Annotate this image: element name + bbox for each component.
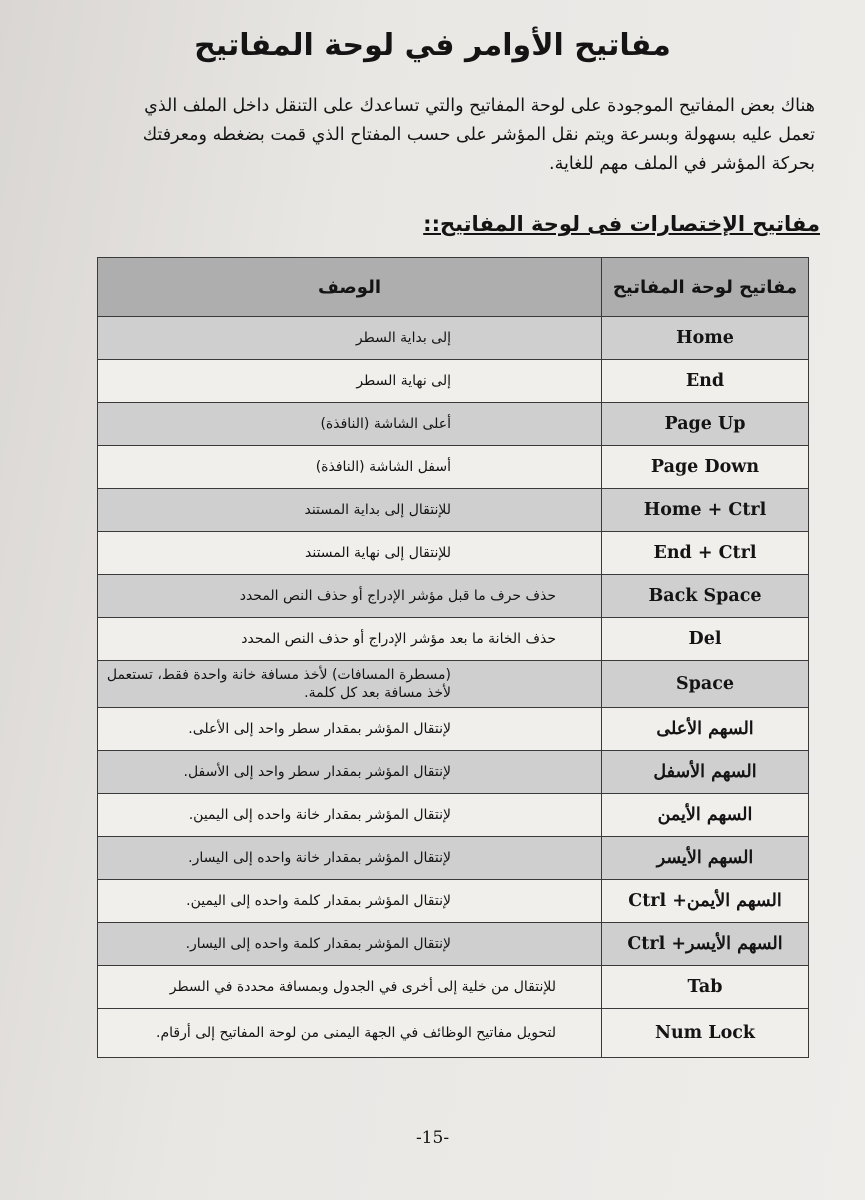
table-row	[98, 446, 809, 489]
desc-cell: لإنتقال المؤشر بمقدار سطر واحد إلى الأعلى.	[98, 708, 602, 751]
key-cell: Page Down	[602, 446, 809, 489]
key-cell: السهم الأعلى	[602, 708, 809, 751]
desc-cell: للإنتقال إلى نهاية المستند	[98, 532, 602, 575]
shortcuts-table	[97, 257, 809, 1058]
section-subtitle: مفاتيح الإختصارات فى لوحة المفاتيح::	[423, 212, 820, 236]
table-row	[98, 880, 809, 923]
desc-cell: حذف الخانة ما بعد مؤشر الإدراج أو حذف النص المحدد	[98, 618, 602, 661]
intro-paragraph	[95, 92, 815, 179]
desc-cell: للإنتقال من خلية إلى أخرى في الجدول وبمسافة محددة في السطر	[98, 966, 602, 1009]
key-cell: Num Lock	[602, 1009, 809, 1058]
table-row	[98, 751, 809, 794]
key-cell: Del	[602, 618, 809, 661]
desc-cell: لإنتقال المؤشر بمقدار خانة واحده إلى اليمين.	[98, 794, 602, 837]
key-cell: السهم الأسفل	[602, 751, 809, 794]
key-cell: السهم الأيمن+ Ctrl	[602, 880, 809, 923]
desc-cell: لإنتقال المؤشر بمقدار كلمة واحده إلى اليسار.	[98, 923, 602, 966]
key-cell: السهم الأيسر+ Ctrl	[602, 923, 809, 966]
intro-line: بحركة المؤشر في الملف مهم للغاية.	[549, 154, 815, 174]
table-row	[98, 794, 809, 837]
table-row	[98, 403, 809, 446]
table-row	[98, 575, 809, 618]
table-row	[98, 532, 809, 575]
key-cell: Home	[602, 317, 809, 360]
key-cell: السهم الأيسر	[602, 837, 809, 880]
desc-cell: (مسطرة المسافات) لأخذ مسافة خانة واحدة فقط، تستعمل لأخذ مسافة بعد كل كلمة.	[98, 661, 602, 708]
table-row	[98, 966, 809, 1009]
table-row	[98, 1009, 809, 1058]
header-key-column: مفاتيح لوحة المفاتيح	[602, 258, 809, 317]
table-row	[98, 317, 809, 360]
desc-cell: لتحويل مفاتيح الوظائف في الجهة اليمنى من لوحة المفاتيح إلى أرقام.	[98, 1009, 602, 1058]
table-row	[98, 923, 809, 966]
key-cell: Tab	[602, 966, 809, 1009]
desc-cell: لإنتقال المؤشر بمقدار كلمة واحده إلى اليمين.	[98, 880, 602, 923]
desc-cell: حذف حرف ما قبل مؤشر الإدراج أو حذف النص المحدد	[98, 575, 602, 618]
table-header-row	[98, 258, 809, 317]
desc-cell: لإنتقال المؤشر بمقدار خانة واحده إلى اليسار.	[98, 837, 602, 880]
page-number: -15-	[415, 1128, 450, 1148]
key-cell: Back Space	[602, 575, 809, 618]
table-row	[98, 360, 809, 403]
desc-cell: أعلى الشاشة (النافذة)	[98, 403, 602, 446]
key-cell: Home + Ctrl	[602, 489, 809, 532]
key-cell: Space	[602, 661, 809, 708]
key-cell: السهم الأيمن	[602, 794, 809, 837]
key-cell: End	[602, 360, 809, 403]
key-cell: End + Ctrl	[602, 532, 809, 575]
intro-line: تعمل عليه بسهولة وبسرعة ويتم نقل المؤشر على حسب المفتاح الذي قمت بضغطه ومعرفتك	[142, 125, 815, 145]
desc-cell: أسفل الشاشة (النافذة)	[98, 446, 602, 489]
desc-cell: للإنتقال إلى بداية المستند	[98, 489, 602, 532]
intro-line: هناك بعض المفاتيح الموجودة على لوحة المفاتيح والتي تساعدك على التنقل داخل الملف الذي	[144, 96, 815, 116]
table-row	[98, 708, 809, 751]
table-row	[98, 837, 809, 880]
desc-cell: إلى بداية السطر	[98, 317, 602, 360]
page-title: مفاتيح الأوامر في لوحة المفاتيح	[194, 28, 671, 63]
table-row	[98, 661, 809, 708]
desc-cell: إلى نهاية السطر	[98, 360, 602, 403]
key-cell: Page Up	[602, 403, 809, 446]
header-desc-column: الوصف	[98, 258, 602, 317]
table-row	[98, 489, 809, 532]
table-row	[98, 618, 809, 661]
desc-cell: لإنتقال المؤشر بمقدار سطر واحد إلى الأسفل.	[98, 751, 602, 794]
